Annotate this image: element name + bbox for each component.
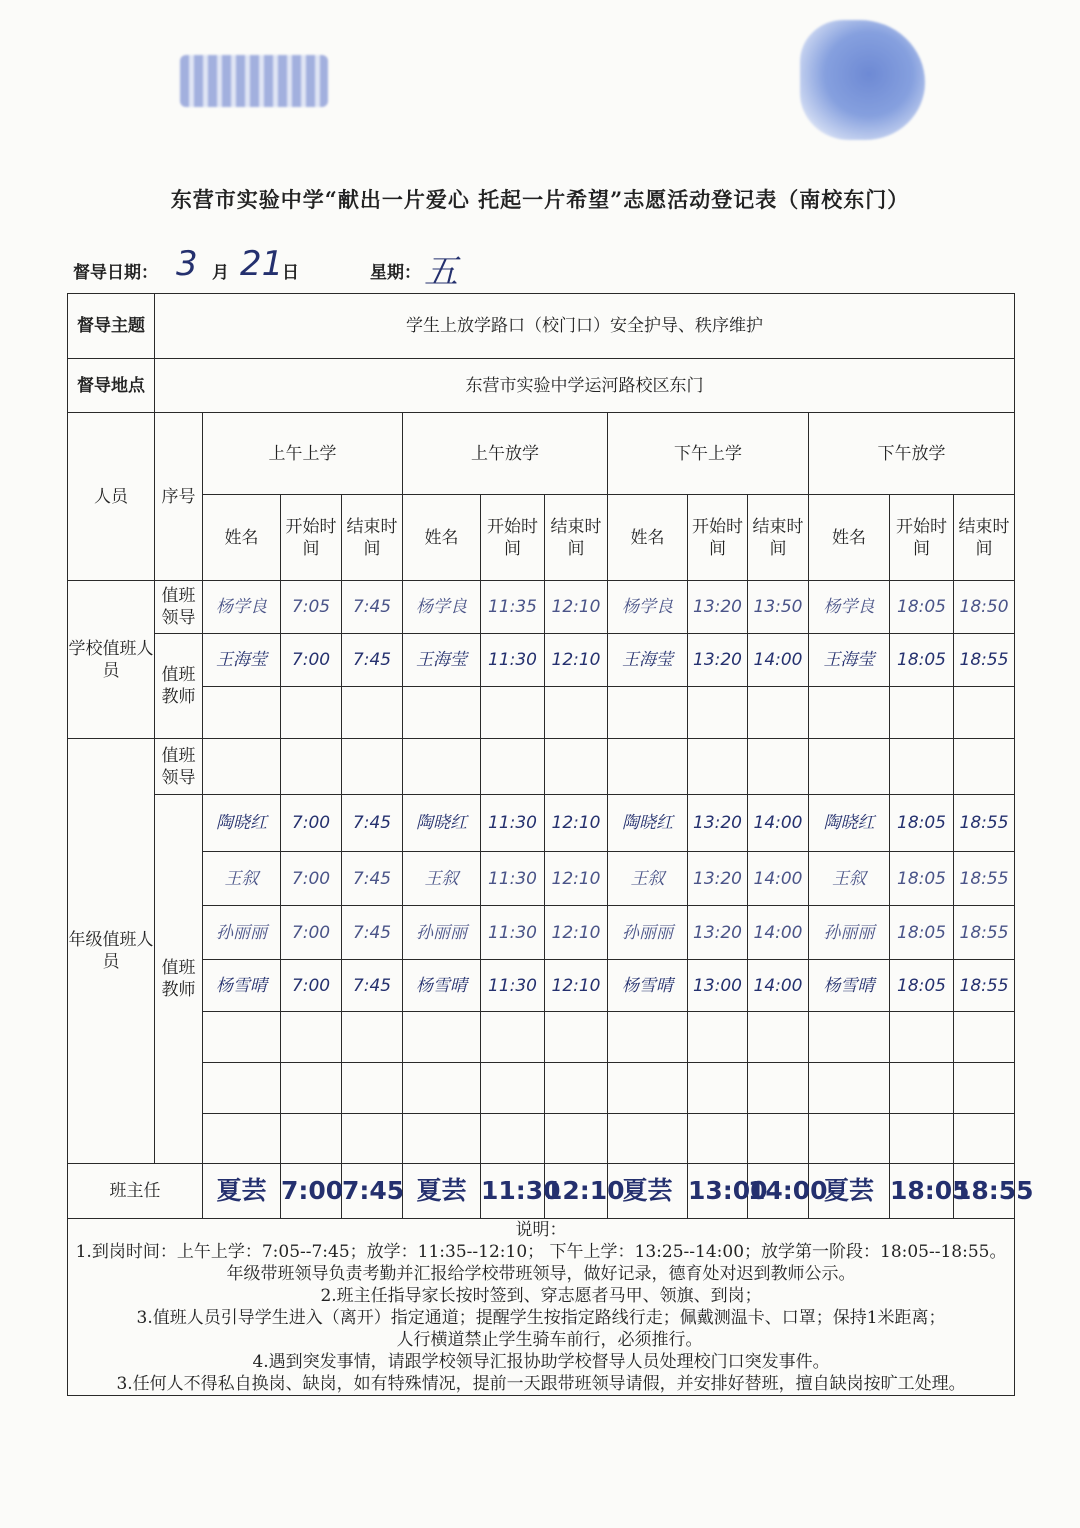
end-header: 结束时间 xyxy=(342,495,403,581)
signature-cell: 杨雪晴 xyxy=(203,960,281,1012)
redacted-blur-right xyxy=(800,20,925,140)
period-header: 上午放学 xyxy=(403,413,608,495)
start-header: 开始时间 xyxy=(890,495,954,581)
time-cell: 18:55 xyxy=(954,795,1015,852)
time-cell: 7:45 xyxy=(342,960,403,1012)
period-header: 上午上学 xyxy=(203,413,403,495)
time-cell: 14:00 xyxy=(748,960,809,1012)
time-cell: 7:45 xyxy=(342,906,403,960)
signature-cell: 王海莹 xyxy=(608,634,688,687)
signature-cell: 陶晓红 xyxy=(608,795,688,852)
personnel-header: 人员 xyxy=(68,413,155,581)
end-header: 结束时间 xyxy=(954,495,1015,581)
theme-value: 学生上放学路口（校门口）安全护导、秩序维护 xyxy=(155,294,1015,359)
location-value: 东营市实验中学运河路校区东门 xyxy=(155,359,1015,413)
time-cell: 14:00 xyxy=(748,795,809,852)
theme-label: 督导主题 xyxy=(68,294,155,359)
notes-section xyxy=(68,1219,1015,1396)
signature-cell: 王叙 xyxy=(203,852,281,906)
school-teacher-label: 值班教师 xyxy=(155,634,203,739)
time-cell: 18:55 xyxy=(954,1164,1015,1219)
time-cell: 12:10 xyxy=(545,960,608,1012)
time-cell: 14:00 xyxy=(748,852,809,906)
time-cell: 7:00 xyxy=(281,795,342,852)
time-cell: 18:05 xyxy=(890,581,954,634)
location-label: 督导地点 xyxy=(68,359,155,413)
time-cell: 13:20 xyxy=(688,581,748,634)
signature-cell: 孙丽丽 xyxy=(608,906,688,960)
time-cell: 18:55 xyxy=(954,634,1015,687)
signature-cell: 夏芸 xyxy=(809,1164,890,1219)
start-header: 开始时间 xyxy=(481,495,545,581)
time-cell: 14:00 xyxy=(748,906,809,960)
note-item: 人行横道禁止学生骑车前行，必须推行。 xyxy=(379,1330,703,1350)
signature-cell: 孙丽丽 xyxy=(203,906,281,960)
time-cell: 12:10 xyxy=(545,634,608,687)
signature-cell: 孙丽丽 xyxy=(403,906,481,960)
time-cell: 18:55 xyxy=(954,906,1015,960)
time-cell: 12:10 xyxy=(545,906,608,960)
name-header: 姓名 xyxy=(608,495,688,581)
signature-cell: 王叙 xyxy=(809,852,890,906)
registration-table xyxy=(67,293,1034,1396)
signature-cell: 王叙 xyxy=(403,852,481,906)
end-header: 结束时间 xyxy=(748,495,809,581)
grade-duty-label: 年级值班人员 xyxy=(68,739,155,1164)
time-cell: 13:00 xyxy=(688,1164,748,1219)
signature-cell: 杨雪晴 xyxy=(403,960,481,1012)
note-item: 4.遇到突发事情，请跟学校领导汇报协助学校督导人员处理校门口突发事件。 xyxy=(252,1352,830,1372)
time-cell: 13:20 xyxy=(688,795,748,852)
school-leader-label: 值班领导 xyxy=(155,581,203,634)
note-item: 1.到岗时间：上午上学：7:05--7:45；放学：11:35--12:10； 下午上学：13:25--14:00；放学第一阶段：18:05--18:55。年级带班领导负责考勤并汇报给学校带班领导，做好记录，德育处对迟到教师公示。 xyxy=(75,1242,1007,1284)
day-label: 日 xyxy=(282,263,299,283)
name-header: 姓名 xyxy=(203,495,281,581)
time-cell: 11:30 xyxy=(481,634,545,687)
signature-cell: 杨雪晴 xyxy=(809,960,890,1012)
time-cell: 12:10 xyxy=(545,795,608,852)
signature-cell: 杨学良 xyxy=(403,581,481,634)
time-cell: 18:05 xyxy=(890,906,954,960)
start-header: 开始时间 xyxy=(281,495,342,581)
time-cell: 13:20 xyxy=(688,906,748,960)
time-cell: 7:45 xyxy=(342,1164,403,1219)
period-header: 下午放学 xyxy=(809,413,1015,495)
time-cell: 7:00 xyxy=(281,1164,342,1219)
name-header: 姓名 xyxy=(403,495,481,581)
time-cell: 18:50 xyxy=(954,581,1015,634)
signature-cell: 夏芸 xyxy=(608,1164,688,1219)
time-cell: 11:35 xyxy=(481,581,545,634)
signature-cell: 王海莹 xyxy=(403,634,481,687)
time-cell: 18:05 xyxy=(890,634,954,687)
end-header: 结束时间 xyxy=(545,495,608,581)
signature-cell: 陶晓红 xyxy=(809,795,890,852)
redacted-blur-left xyxy=(180,55,328,107)
time-cell: 18:55 xyxy=(954,852,1015,906)
time-cell: 14:00 xyxy=(748,1164,809,1219)
signature-cell: 夏芸 xyxy=(403,1164,481,1219)
time-cell: 7:45 xyxy=(342,634,403,687)
month-label: 月 xyxy=(212,263,229,283)
signature-cell: 杨雪晴 xyxy=(608,960,688,1012)
time-cell: 18:55 xyxy=(954,960,1015,1012)
school-duty-label: 学校值班人员 xyxy=(68,581,155,739)
time-cell: 7:00 xyxy=(281,906,342,960)
time-cell: 12:10 xyxy=(545,1164,608,1219)
time-cell: 14:00 xyxy=(748,634,809,687)
time-cell: 7:45 xyxy=(342,852,403,906)
day-value: 21 xyxy=(240,244,284,284)
time-cell: 7:45 xyxy=(342,581,403,634)
period-header: 下午上学 xyxy=(608,413,809,495)
date-label: 督导日期： xyxy=(73,263,158,283)
time-cell: 7:45 xyxy=(342,795,403,852)
time-cell: 18:05 xyxy=(890,960,954,1012)
time-cell: 7:00 xyxy=(281,634,342,687)
signature-cell: 杨学良 xyxy=(809,581,890,634)
time-cell: 13:20 xyxy=(688,634,748,687)
note-item: 3.值班人员引导学生进入（离开）指定通道；提醒学生按指定路线行走；佩戴测温卡、口罩；保持1米距离； xyxy=(136,1308,946,1328)
form-title: 东营市实验中学“献出一片爱心 托起一片希望”志愿活动登记表（南校东门） xyxy=(170,187,910,212)
time-cell: 18:05 xyxy=(890,795,954,852)
signature-cell: 夏芸 xyxy=(203,1164,281,1219)
note-item: 2.班主任指导家长按时签到、穿志愿者马甲、领旗、到岗； xyxy=(320,1286,762,1306)
signature-cell: 孙丽丽 xyxy=(809,906,890,960)
notes-heading: 说明： xyxy=(515,1220,567,1240)
month-value: 3 xyxy=(176,244,198,284)
time-cell: 13:50 xyxy=(748,581,809,634)
start-header: 开始时间 xyxy=(688,495,748,581)
name-header: 姓名 xyxy=(809,495,890,581)
grade-teacher-label: 值班教师 xyxy=(155,795,203,1164)
signature-cell: 杨学良 xyxy=(608,581,688,634)
time-cell: 12:10 xyxy=(545,852,608,906)
time-cell: 11:30 xyxy=(481,960,545,1012)
time-cell: 7:00 xyxy=(281,960,342,1012)
time-cell: 13:00 xyxy=(688,960,748,1012)
grade-leader-label: 值班领导 xyxy=(155,739,203,795)
time-cell: 18:05 xyxy=(890,1164,954,1219)
seq-header: 序号 xyxy=(155,413,203,581)
homeroom-label: 班主任 xyxy=(68,1164,203,1219)
signature-cell: 王海莹 xyxy=(809,634,890,687)
signature-cell: 王叙 xyxy=(608,852,688,906)
time-cell: 7:05 xyxy=(281,581,342,634)
weekday-label: 星期： xyxy=(370,263,421,283)
time-cell: 12:10 xyxy=(545,581,608,634)
note-item: 3.任何人不得私自换岗、缺岗，如有特殊情况，提前一天跟带班领导请假，并安排好替班，擅自缺岗按旷工处理。 xyxy=(116,1374,966,1394)
time-cell: 13:20 xyxy=(688,852,748,906)
time-cell: 18:05 xyxy=(890,852,954,906)
signature-cell: 王海莹 xyxy=(203,634,281,687)
signature-cell: 陶晓红 xyxy=(403,795,481,852)
time-cell: 7:00 xyxy=(281,852,342,906)
weekday-value: 五 xyxy=(424,252,458,292)
time-cell: 11:30 xyxy=(481,1164,545,1219)
signature-cell: 杨学良 xyxy=(203,581,281,634)
time-cell: 11:30 xyxy=(481,906,545,960)
time-cell: 11:30 xyxy=(481,795,545,852)
time-cell: 11:30 xyxy=(481,852,545,906)
signature-cell: 陶晓红 xyxy=(203,795,281,852)
